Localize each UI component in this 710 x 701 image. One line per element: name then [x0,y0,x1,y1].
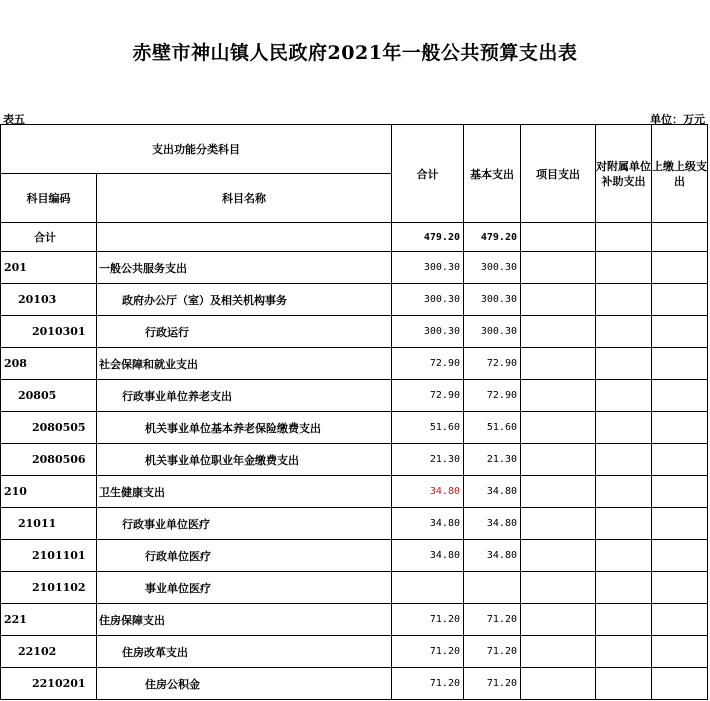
row-name: 机关事业单位基本养老保险缴费支出 [97,412,392,444]
row-subsidy [596,572,652,604]
row-upper [652,604,708,636]
row-total: 71.20 [392,604,464,636]
row-basic: 34.80 [464,508,521,540]
row-basic: 72.90 [464,348,521,380]
header-total: 合计 [392,125,464,223]
total-basic: 479.20 [464,223,521,252]
row-basic: 21.30 [464,444,521,476]
row-total: 300.30 [392,252,464,284]
header-project: 项目支出 [521,125,596,223]
row-code: 2101101 [1,540,97,572]
table-row [1,604,708,636]
total-project [521,223,596,252]
row-total: 300.30 [392,284,464,316]
table-row [1,572,708,604]
row-project [521,284,596,316]
row-subsidy [596,540,652,572]
row-subsidy [596,380,652,412]
row-total: 34.80 [392,508,464,540]
table-row [1,348,708,380]
row-upper [652,508,708,540]
total-row [1,223,708,252]
row-subsidy [596,252,652,284]
row-name: 住房公积金 [97,668,392,700]
row-name: 行政单位医疗 [97,540,392,572]
row-upper [652,540,708,572]
row-upper [652,284,708,316]
row-upper [652,252,708,284]
row-code: 208 [1,348,97,380]
table-row [1,476,708,508]
row-upper [652,636,708,668]
row-project [521,252,596,284]
header-basic: 基本支出 [464,125,521,223]
row-code: 2010301 [1,316,97,348]
row-code: 22102 [1,636,97,668]
row-total: 300.30 [392,316,464,348]
row-upper [652,380,708,412]
row-total: 34.80 [392,476,464,508]
row-name: 行政事业单位医疗 [97,508,392,540]
row-project [521,444,596,476]
row-name: 政府办公厅（室）及相关机构事务 [97,284,392,316]
row-project [521,476,596,508]
header-category: 支出功能分类科目 [1,125,392,174]
table-row [1,540,708,572]
row-subsidy [596,284,652,316]
row-total: 72.90 [392,380,464,412]
row-basic: 300.30 [464,252,521,284]
total-total: 479.20 [392,223,464,252]
row-total: 21.30 [392,444,464,476]
row-total [392,572,464,604]
row-subsidy [596,668,652,700]
unit-label: 单位：万元 [650,113,705,126]
row-total: 72.90 [392,348,464,380]
row-name: 住房改革支出 [97,636,392,668]
total-name-cell [97,223,392,252]
row-name: 行政事业单位养老支出 [97,380,392,412]
table-row [1,316,708,348]
row-basic: 34.80 [464,540,521,572]
row-name: 一般公共服务支出 [97,252,392,284]
row-upper [652,444,708,476]
row-name: 行政运行 [97,316,392,348]
row-project [521,348,596,380]
header-upper: 上缴上级支出 [652,125,708,223]
row-code: 221 [1,604,97,636]
row-upper [652,572,708,604]
table-row [1,284,708,316]
table-number: 表五 [3,113,25,126]
row-total: 71.20 [392,636,464,668]
table-row [1,380,708,412]
row-subsidy [596,636,652,668]
row-name: 住房保障支出 [97,604,392,636]
row-basic: 71.20 [464,636,521,668]
row-basic [464,572,521,604]
row-code: 20805 [1,380,97,412]
page-title: 赤壁市神山镇人民政府2021年一般公共预算支出表 [132,42,578,64]
row-code: 2210201 [1,668,97,700]
row-subsidy [596,412,652,444]
row-project [521,668,596,700]
row-code: 2101102 [1,572,97,604]
row-project [521,508,596,540]
row-subsidy [596,508,652,540]
row-name: 卫生健康支出 [97,476,392,508]
row-total: 34.80 [392,540,464,572]
row-project [521,572,596,604]
row-upper [652,412,708,444]
row-project [521,380,596,412]
row-basic: 72.90 [464,380,521,412]
row-subsidy [596,604,652,636]
table-row [1,444,708,476]
row-project [521,604,596,636]
row-project [521,412,596,444]
row-basic: 71.20 [464,668,521,700]
budget-table [0,124,708,700]
row-basic: 300.30 [464,284,521,316]
row-basic: 34.80 [464,476,521,508]
header-subsidy: 对附属单位补助支出 [596,125,652,223]
row-code: 2080506 [1,444,97,476]
row-name: 机关事业单位职业年金缴费支出 [97,444,392,476]
row-code: 210 [1,476,97,508]
row-basic: 71.20 [464,604,521,636]
row-upper [652,348,708,380]
row-name: 社会保障和就业支出 [97,348,392,380]
row-code: 20103 [1,284,97,316]
total-upper [652,223,708,252]
row-subsidy [596,476,652,508]
row-basic: 51.60 [464,412,521,444]
row-subsidy [596,348,652,380]
row-subsidy [596,444,652,476]
row-name: 事业单位医疗 [97,572,392,604]
table-row [1,508,708,540]
row-upper [652,476,708,508]
header-code: 科目编码 [1,174,97,223]
total-subsidy [596,223,652,252]
row-basic: 300.30 [464,316,521,348]
table-row [1,636,708,668]
total-label: 合计 [1,223,97,252]
row-upper [652,668,708,700]
row-total: 51.60 [392,412,464,444]
table-row [1,412,708,444]
row-project [521,316,596,348]
row-project [521,540,596,572]
row-upper [652,316,708,348]
header-name: 科目名称 [97,174,392,223]
row-code: 201 [1,252,97,284]
table-row [1,668,708,700]
table-row [1,252,708,284]
row-project [521,636,596,668]
row-code: 2080505 [1,412,97,444]
row-total: 71.20 [392,668,464,700]
row-code: 21011 [1,508,97,540]
row-subsidy [596,316,652,348]
